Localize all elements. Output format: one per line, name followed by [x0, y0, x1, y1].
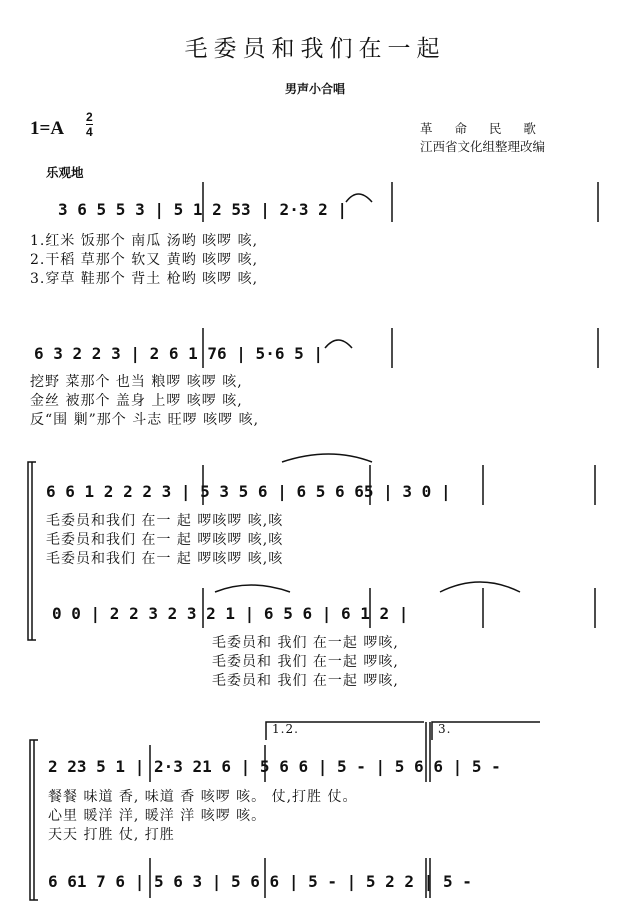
source-credit-line2: 江西省文化组整理改编	[420, 139, 546, 154]
system-3-lyric-line-1: 毛委员和我们 在一 起 啰咳啰 咳,咳	[46, 513, 284, 529]
system-3-lyric-line-3: 毛委员和我们 在一 起 啰咳啰 咳,咳	[46, 551, 284, 567]
system-5-notes: 2 23 5 1 | 2·3 21 6 | 5 6 6 | 5 - | 5 6 6 | 5 -	[48, 757, 501, 776]
system-2-notes: 6 3 2 2 3 | 2 6 1 76 | 5·6 5 |	[34, 344, 323, 363]
tempo-marking: 乐观地	[46, 165, 84, 180]
source-credit-line1: 革 命 民 歌	[420, 121, 545, 136]
system-5-lyric-verse-3: 天天 打胜 仗, 打胜	[48, 827, 175, 843]
system-2-lyric-verse-1: 挖野 菜那个 也当 粮啰 咳啰 咳,	[30, 374, 243, 390]
system-2-lyric-verse-3: 反“围 剿”那个 斗志 旺啰 咳啰 咳,	[30, 412, 260, 428]
system-4-lyric-line-2: 毛委员和 我们 在一起 啰咳,	[212, 654, 399, 670]
system-1-lyric-verse-2: 2.干稻 草那个 软又 黄哟 咳啰 咳,	[30, 252, 259, 268]
system-4-lyric-line-1: 毛委员和 我们 在一起 啰咳,	[212, 635, 399, 651]
system-4-lyric-line-3: 毛委员和 我们 在一起 啰咳,	[212, 673, 399, 689]
system-5-lyric-verse-1: 餐餐 味道 香, 味道 香 咳啰 咳。 仗,打胜 仗。	[48, 789, 358, 805]
system-3-notes: 6 6 1 2 2 2 3 | 5 3 5 6 | 6 5 6 65 | 3 0 |	[46, 482, 451, 501]
system-4-notes: 0 0 | 2 2 3 2 3 2 1 | 6 5 6 | 6 1 2 |	[52, 604, 409, 623]
key-signature: 1=A	[30, 118, 65, 139]
volta-ending-3: 3.	[438, 722, 452, 736]
system-5-lyric-verse-2: 心里 暖洋 洋, 暖洋 洋 咳啰 咳。	[48, 808, 267, 824]
volta-ending-1-2: 1.2.	[272, 722, 299, 736]
meter-top: 2	[86, 110, 93, 124]
subtitle: 男声小合唱	[284, 82, 345, 96]
system-3-lyric-line-2: 毛委员和我们 在一 起 啰咳啰 咳,咳	[46, 532, 284, 548]
system-1-notes: 3 6 5 5 3 | 5 1 2 53 | 2·3 2 |	[58, 200, 347, 219]
song-title: 毛委员和我们在一起	[184, 36, 446, 62]
system-2-lyric-verse-2: 金丝 被那个 盖身 上啰 咳啰 咳,	[30, 393, 243, 409]
system-6-notes: 6 61 7 6 | 5 6 3 | 5 6 6 | 5 - | 5 2 2 | 5 -	[48, 872, 472, 891]
system-1-lyric-verse-1: 1.红米 饭那个 南瓜 汤哟 咳啰 咳,	[30, 233, 259, 249]
meter-bottom: 4	[86, 125, 93, 139]
system-1-lyric-verse-3: 3.穿草 鞋那个 背土 枪哟 咳啰 咳,	[30, 271, 259, 287]
